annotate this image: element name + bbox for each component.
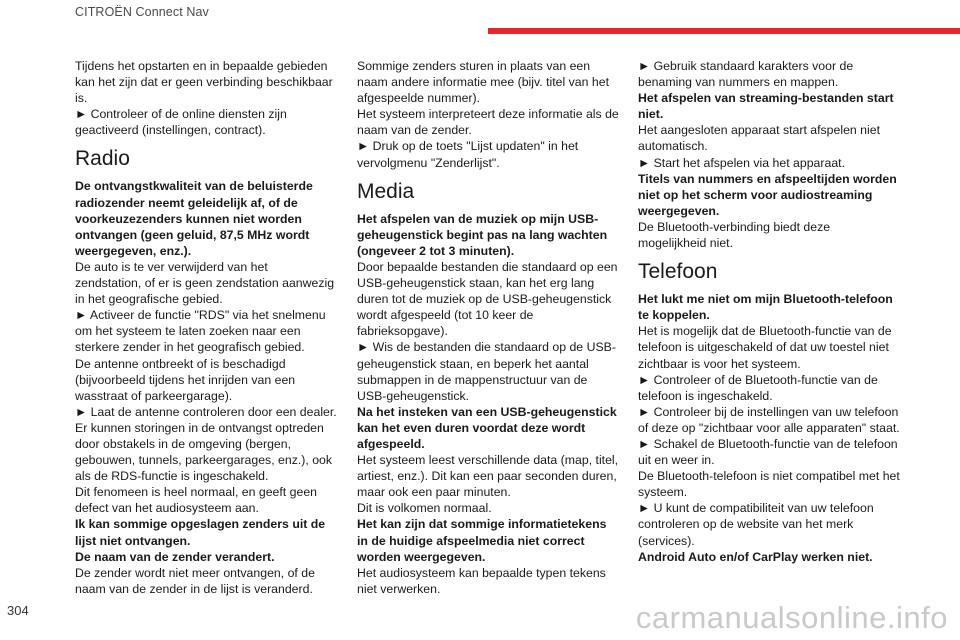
section-heading: Media (357, 179, 415, 203)
paragraph: De antenne ontbreekt of is beschadigd (bijvoorbeeld tijdens het inrijden van een wasstraat of parkeergarage). (75, 356, 296, 403)
issue-title: Android Auto en/of CarPlay werken niet. (638, 549, 873, 564)
issue-title: Ik kan sommige opgeslagen zenders uit de lijst niet ontvangen. (75, 517, 326, 548)
paragraph: Dit fenomeen is heel normaal, en geeft geen defect van het audiosysteem aan. (75, 485, 317, 516)
action-step: ► Laat de antenne controleren door een dealer. (75, 404, 337, 419)
paragraph: Het systeem interpreteert deze informatie als de naam van de zender. (357, 107, 619, 138)
action-step: ► Controleer of de Bluetooth-functie van de telefoon is ingeschakeld. (638, 372, 878, 403)
paragraph: Het systeem leest verschillende data (map, titel, artiest, enz.). Dit kan een paar seconden duren, maar ook een paar minuten. (357, 453, 619, 500)
action-step: ► U kunt de compatibiliteit van uw telefoon controleren op de website van het merk (services). (638, 501, 874, 548)
issue-title: Het kan zijn dat sommige informatietekens in de huidige afspeelmedia niet correct worden weergegeven. (357, 517, 607, 564)
paragraph: De auto is te ver verwijderd van het zendstation, of er is geen zendstation aanwezig in het geografische gebied. (75, 259, 335, 307)
issue-title: De ontvangstkwaliteit van de beluisterde radiozender neemt geleidelijk af, of de voorkeuzezenders kunnen niet worden ontvangen (geen geluid, 87,5 MHz wordt weergegeven, enz.). (75, 179, 313, 258)
paragraph: De Bluetooth-telefoon is niet compatibel met het systeem. (638, 469, 900, 500)
text-column-left (75, 58, 337, 597)
paragraph: De zender wordt niet meer ontvangen, of de naam van de zender in de lijst is veranderd. (75, 565, 315, 596)
paragraph: Sommige zenders sturen in plaats van een naam andere informatie mee (bijv. titel van het afgespeelde nummer). (357, 59, 609, 106)
section-heading: Radio (75, 147, 130, 171)
action-step: ► Wis de bestanden die standaard op de USB-geheugenstick staan, en beperk het aantal submappen in de mappenstructuur van de USB-geheugenstick. (357, 340, 616, 403)
header-title: CITROËN Connect Nav (75, 5, 209, 19)
header-accent-bar (488, 28, 960, 34)
paragraph: Het audiosysteem kan bepaalde typen tekens niet verwerken. (357, 565, 606, 596)
text-column-middle (357, 58, 619, 597)
issue-title: Titels van nummers en afspeeltijden worden niet op het scherm voor audiostreaming weergegeven. (638, 171, 897, 218)
issue-title: Het afspelen van streaming-bestanden start niet. (638, 91, 894, 122)
action-step: ► Activeer de functie "RDS" via het snelmenu om het systeem te laten zoeken naar een sterkere zender in het geografisch gebied. (75, 308, 326, 355)
section-heading: Telefoon (638, 260, 718, 284)
action-step: ► Gebruik standaard karakters voor de benaming van nummers en mappen. (638, 59, 854, 90)
action-step: ► Controleer bij de instellingen van uw telefoon of deze op "zichtbaar voor alle apparaten" staat. (638, 404, 900, 435)
paragraph: Er kunnen storingen in de ontvangst optreden door obstakels in de omgeving (bergen, gebouwen, tunnels, parkeergarages, enz.), ook als de RDS-functie is ingeschakeld. (75, 420, 333, 484)
issue-title: Het lukt me niet om mijn Bluetooth-telefoon te koppelen. (638, 292, 893, 323)
paragraph: Het is mogelijk dat de Bluetooth-functie van de telefoon is uitgeschakeld of dat uw toestel niet zichtbaar is voor het systeem. (638, 324, 892, 371)
paragraph: De Bluetooth-verbinding biedt deze mogelijkheid niet. (638, 219, 831, 251)
action-step: ► Druk op de toets "Lijst updaten" in het vervolgmenu "Zenderlijst". (357, 139, 579, 170)
paragraph: Het aangesloten apparaat start afspelen niet automatisch. (638, 123, 881, 154)
issue-title: De naam van de zender verandert. (75, 549, 275, 564)
action-step: ► Controleer of de online diensten zijn geactiveerd (instellingen, contract). (75, 107, 287, 138)
watermark: carmanualsonline.info (635, 600, 948, 635)
paragraph: Tijdens het opstarten en in bepaalde gebieden kan het zijn dat er geen verbinding beschikbaar is. (75, 59, 333, 106)
issue-title: Na het insteken van een USB-geheugenstick kan het even duren voordat deze wordt afgespeeld. (357, 404, 617, 451)
paragraph: Door bepaalde bestanden die standaard op een USB-geheugenstick staan, kan het erg lang duren tot de muziek op de USB-geheugenstick wordt afgespeeld (tot 10 keer de fabrieksopgave). (357, 259, 618, 339)
text-column-right (638, 58, 900, 565)
action-step: ► Start het afspelen via het apparaat. (638, 155, 845, 170)
issue-title: Het afspelen van de muziek op mijn USB-geheugenstick begint pas na lang wachten (ongeveer 2 tot 3 minuten). (357, 211, 608, 258)
page-number: 304 (7, 603, 29, 618)
paragraph: Dit is volkomen normaal. (357, 501, 492, 516)
action-step: ► Schakel de Bluetooth-functie van de telefoon uit en weer in. (638, 436, 898, 468)
